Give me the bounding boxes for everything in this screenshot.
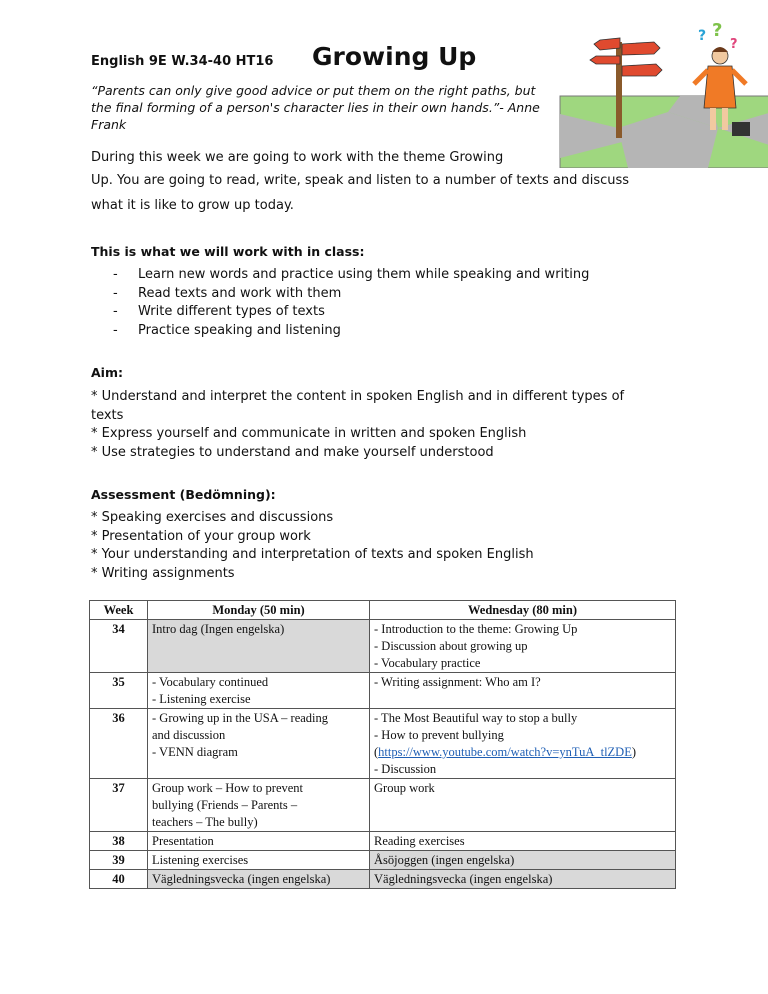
week-cell: 35 bbox=[90, 673, 148, 709]
cell-line: bullying (Friends – Parents – bbox=[152, 798, 298, 812]
cell-line: Presentation bbox=[152, 834, 214, 848]
table-row bbox=[90, 779, 676, 832]
monday-cell bbox=[148, 851, 370, 870]
list-item: * Speaking exercises and discussions bbox=[91, 510, 334, 525]
cell-line: Åsöjoggen (ingen engelska) bbox=[374, 853, 515, 867]
table-row bbox=[90, 832, 676, 851]
list-item-text: Read texts and work with them bbox=[138, 285, 342, 301]
cell-line: - The Most Beautiful way to stop a bully bbox=[374, 711, 578, 725]
wednesday-cell bbox=[370, 620, 676, 673]
week-cell: 38 bbox=[90, 832, 148, 851]
table-row bbox=[90, 673, 676, 709]
page-title: Growing Up bbox=[312, 42, 477, 71]
cell-line: - Writing assignment: Who am I? bbox=[374, 675, 541, 689]
wednesday-cell bbox=[370, 779, 676, 832]
table-row bbox=[90, 851, 676, 870]
list-item: - Practice speaking and listening bbox=[113, 322, 341, 338]
cell-line: - Listening exercise bbox=[152, 692, 251, 706]
assessment-heading: Assessment (Bedömning): bbox=[91, 487, 276, 502]
wednesday-cell bbox=[370, 673, 676, 709]
cell-line: - Introduction to the theme: Growing Up bbox=[374, 622, 578, 636]
cell-line: Vägledningsvecka (ingen engelska) bbox=[152, 872, 331, 886]
week-cell: 40 bbox=[90, 870, 148, 889]
monday-cell bbox=[148, 870, 370, 889]
header-code: English 9E W.34-40 HT16 bbox=[91, 54, 274, 69]
svg-text:?: ? bbox=[730, 37, 738, 52]
week-cell: 36 bbox=[90, 709, 148, 779]
link-paren-open: ( bbox=[374, 745, 379, 759]
intro-line-2: Up. You are going to read, write, speak and listen to a number of texts and discuss bbox=[91, 173, 630, 188]
cell-line: - Growing up in the USA – reading bbox=[152, 711, 329, 725]
intro-line-1: During this week we are going to work with the theme Growing bbox=[91, 150, 504, 165]
aim-list bbox=[91, 388, 671, 462]
link-paren-close: ) bbox=[631, 745, 637, 759]
week-cell: 39 bbox=[90, 851, 148, 870]
cell-line: - Discussion bbox=[374, 762, 437, 776]
class-work-heading: This is what we will work with in class: bbox=[91, 244, 365, 259]
svg-text:?: ? bbox=[698, 28, 707, 44]
wednesday-cell bbox=[370, 832, 676, 851]
wednesday-cell bbox=[370, 851, 676, 870]
cell-line: Vägledningsvecka (ingen engelska) bbox=[374, 872, 553, 886]
list-item-text: Write different types of texts bbox=[138, 304, 325, 319]
class-work-list bbox=[91, 266, 589, 340]
list-item: * Understand and interpret the content in spoken English and in different types of bbox=[91, 389, 625, 404]
cell-line: - VENN diagram bbox=[152, 745, 238, 759]
wednesday-cell bbox=[370, 870, 676, 889]
crossroads-image bbox=[558, 22, 768, 168]
column-header-wednesday: Wednesday (80 min) bbox=[370, 601, 676, 620]
assessment-list bbox=[91, 509, 671, 583]
cell-line: - How to prevent bullying bbox=[374, 728, 504, 742]
cell-line: Listening exercises bbox=[152, 853, 249, 867]
list-item: - Write different types of texts bbox=[113, 304, 325, 319]
monday-cell bbox=[148, 620, 370, 673]
cell-line: and discussion bbox=[152, 728, 226, 742]
table-row bbox=[90, 709, 676, 779]
cell-line: Group work – How to prevent bbox=[152, 781, 304, 795]
column-header-week: Week bbox=[90, 601, 148, 620]
cell-line: - Vocabulary practice bbox=[374, 656, 481, 670]
cell-line bbox=[374, 744, 671, 761]
anne-frank-quote: “Parents can only give good advice or put them on the right paths, but the final forming of a person's character lies in their own hands.”- Anne Frank bbox=[91, 83, 540, 132]
schedule-table bbox=[89, 600, 676, 889]
svg-text:?: ? bbox=[712, 22, 723, 41]
monday-cell bbox=[148, 709, 370, 779]
list-item: * Express yourself and communicate in written and spoken English bbox=[91, 426, 527, 441]
wednesday-cell bbox=[370, 709, 676, 779]
list-item-text: Practice speaking and listening bbox=[138, 322, 341, 338]
list-item: * Presentation of your group work bbox=[91, 528, 311, 544]
list-item-text: Learn new words and practice using them while speaking and writing bbox=[138, 267, 590, 282]
list-item: texts bbox=[91, 407, 124, 423]
list-item: - Learn new words and practice using them while speaking and writing bbox=[113, 267, 590, 282]
youtube-link[interactable]: https://www.youtube.com/watch?v=ynTuA_tlZDE bbox=[378, 745, 632, 759]
week-cell: 34 bbox=[90, 620, 148, 673]
table-row bbox=[90, 870, 676, 889]
table-header-row bbox=[90, 601, 676, 620]
table-row bbox=[90, 620, 676, 673]
monday-cell bbox=[148, 779, 370, 832]
cell-line: - Discussion about growing up bbox=[374, 639, 528, 653]
column-header-monday: Monday (50 min) bbox=[148, 601, 370, 620]
crossroads-illustration bbox=[558, 22, 768, 168]
list-item: * Use strategies to understand and make yourself understood bbox=[91, 444, 494, 460]
monday-cell bbox=[148, 832, 370, 851]
list-item: * Writing assignments bbox=[91, 565, 235, 581]
aim-heading: Aim: bbox=[91, 365, 123, 380]
list-item: - Read texts and work with them bbox=[113, 285, 342, 301]
cell-line: teachers – The bully) bbox=[152, 815, 258, 829]
cell-line: Reading exercises bbox=[374, 834, 465, 848]
monday-cell bbox=[148, 673, 370, 709]
week-cell: 37 bbox=[90, 779, 148, 832]
cell-line: Intro dag (Ingen engelska) bbox=[152, 622, 285, 636]
list-item: * Your understanding and interpretation of texts and spoken English bbox=[91, 547, 534, 562]
cell-line: - Vocabulary continued bbox=[152, 675, 269, 689]
intro-line-3: what it is like to grow up today. bbox=[91, 198, 294, 213]
cell-line: Group work bbox=[374, 781, 435, 795]
